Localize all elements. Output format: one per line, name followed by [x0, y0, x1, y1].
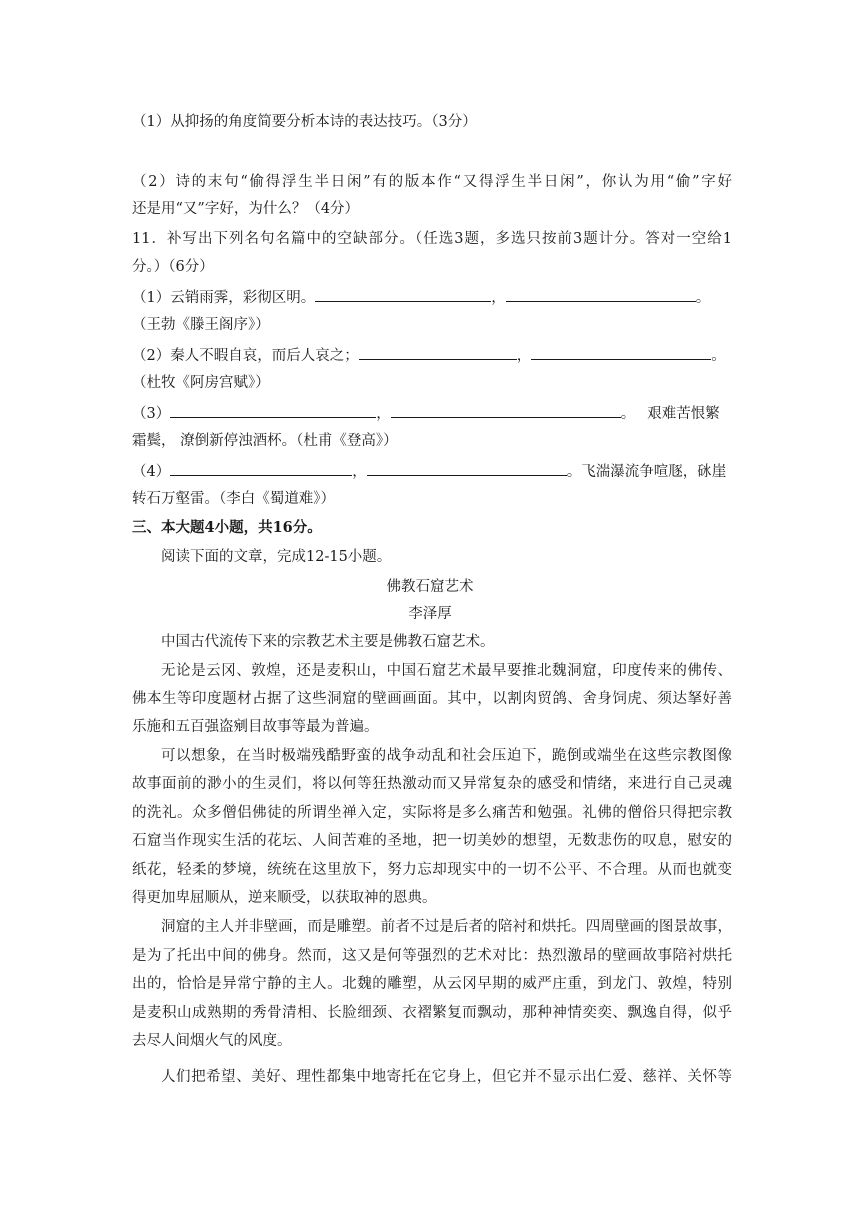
- question-11-intro-line-2: 分。）（6分）: [132, 259, 214, 275]
- article-p2-line-2: 佛本生等印度题材占据了这些洞窟的壁画画面。其中，以割肉贸鸽、舍身饲虎、须达拏好善: [132, 691, 732, 707]
- q11-item-4-number: （4）: [132, 464, 171, 480]
- section-3-instruction: 阅读下面的文章，完成12-15小题。: [161, 549, 392, 565]
- article-p3-line-1: 可以想象，在当时极端残酷野蛮的战争动乱和社会压迫下，跪倒或端坐在这些宗教图像: [161, 748, 732, 764]
- q11-item-2-comma: ，: [516, 348, 532, 364]
- q11-item-3: [132, 403, 732, 424]
- q11-item-1-text: （1）云销雨霁，彩彻区明。: [132, 290, 316, 306]
- q11-item-2-blank-1[interactable]: [359, 345, 517, 360]
- q11-item-2-source: （杜牧《阿房宫赋》）: [132, 375, 270, 391]
- question-11-intro-line-1: 11．补写出下列名句名篇中的空缺部分。（任选3题，多选只按前3题计分。答对一空给1: [132, 231, 732, 247]
- q11-item-1-comma: ，: [491, 290, 506, 306]
- question-2-line-1: （2）诗的末句“偷得浮生半日闲”有的版本作“又得浮生半日闲”，你认为用“偷”字好: [132, 174, 732, 190]
- q11-item-4-line-2: 转石万壑雷。（李白《蜀道难》）: [132, 491, 335, 507]
- article-p3-line-6: 得更加卑屈顺从，逆来顺受，以获取神的恩典。: [132, 890, 437, 906]
- question-2-line-2: 还是用“又”字好，为什么？（4分）: [132, 201, 360, 217]
- article-p3-line-3: 的洗礼。众多僧侣佛徒的所谓坐禅入定，实际将是多么痛苦和勉强。礼佛的僧俗只得把宗教: [132, 805, 732, 821]
- q11-item-4: [132, 461, 732, 482]
- article-p4-line-4: 是麦积山成熟期的秀骨清相、长脸细颈、衣褶繁复而飘动，那种神情奕奕、飘逸自得，似乎: [132, 1005, 732, 1021]
- article-p3-line-2: 故事面前的渺小的生灵们，将以何等狂热激动而又异常复杂的感受和情绪，来进行自己灵魂: [132, 776, 732, 792]
- q11-item-2: [132, 345, 732, 366]
- q11-item-1-period: 。: [695, 290, 711, 306]
- section-3-heading: 三、本大题4小题，共16分。: [132, 519, 322, 536]
- q11-item-4-period: 。: [566, 464, 582, 480]
- article-p4-line-3: 出的，恰恰是异常宁静的主人。北魏的雕塑，从云冈早期的威严庄重，到龙门、敦煌，特别: [132, 976, 732, 992]
- q11-item-3-comma: ，: [376, 406, 391, 422]
- article-title: 佛教石窟艺术: [386, 579, 474, 595]
- q11-item-3-suffix: 艰难苦恨繁: [647, 406, 720, 422]
- article-p4-line-2: 是为了托出中间的佛身。然而，这又是何等强烈的艺术对比：热烈激昂的壁画故事陪衬烘托: [132, 948, 732, 964]
- q11-item-3-number: （3）: [132, 406, 171, 422]
- q11-item-3-blank-2[interactable]: [391, 403, 621, 418]
- article-p3-line-5: 纸花，轻柔的梦境，统统在这里放下，努力忘却现实中的一切不公平、不合理。从而也就变: [132, 862, 732, 878]
- q11-item-2-text: （2）秦人不暇自哀，而后人哀之；: [132, 348, 359, 364]
- q11-item-1: [132, 287, 732, 308]
- q11-item-3-line-2: 霜鬓， 潦倒新停浊酒杯。（杜甫《登高》）: [132, 433, 398, 449]
- article-p4-line-1: 洞窟的主人并非壁画，而是雕塑。前者不过是后者的陪衬和烘托。四周壁画的图景故事，: [161, 919, 732, 935]
- article-p2-line-3: 乐施和五百强盗剜目故事等最为普遍。: [132, 719, 379, 735]
- q11-item-4-comma: ，: [352, 464, 367, 480]
- q11-item-2-blank-2[interactable]: [531, 345, 711, 360]
- q11-item-2-period: 。: [711, 348, 726, 364]
- q11-item-1-blank-1[interactable]: [315, 287, 491, 302]
- article-paragraph-1: 中国古代流传下来的宗教艺术主要是佛教石窟艺术。: [161, 634, 495, 650]
- article-author: 李泽厚: [408, 606, 452, 622]
- article-p4-line-5: 去尽人间烟火气的风度。: [132, 1033, 292, 1049]
- q11-item-4-suffix: 飞湍瀑流争喧豗，砯崖: [581, 464, 727, 480]
- q11-item-1-source: （王勃《滕王阁序》）: [132, 317, 270, 333]
- q11-item-4-blank-1[interactable]: [170, 461, 352, 476]
- article-p2-line-1: 无论是云冈、敦煌，还是麦积山，中国石窟艺术最早要推北魏洞窟，印度传来的佛传、: [161, 663, 732, 679]
- q11-item-3-period: 。: [620, 406, 636, 422]
- article-p5-line-1: 人们把希望、美好、理性都集中地寄托在它身上，但它并不显示出仁爱、慈祥、关怀等: [161, 1069, 732, 1085]
- article-p3-line-4: 石窟当作现实生活的花坛、人间苦难的圣地，把一切美妙的想望，无数悲伤的叹息，慰安的: [132, 833, 732, 849]
- q11-item-3-blank-1[interactable]: [170, 403, 376, 418]
- q11-item-4-blank-2[interactable]: [367, 461, 567, 476]
- question-1: （1）从抑扬的角度简要分析本诗的表达技巧。（3分）: [132, 114, 477, 130]
- q11-item-1-blank-2[interactable]: [506, 287, 696, 302]
